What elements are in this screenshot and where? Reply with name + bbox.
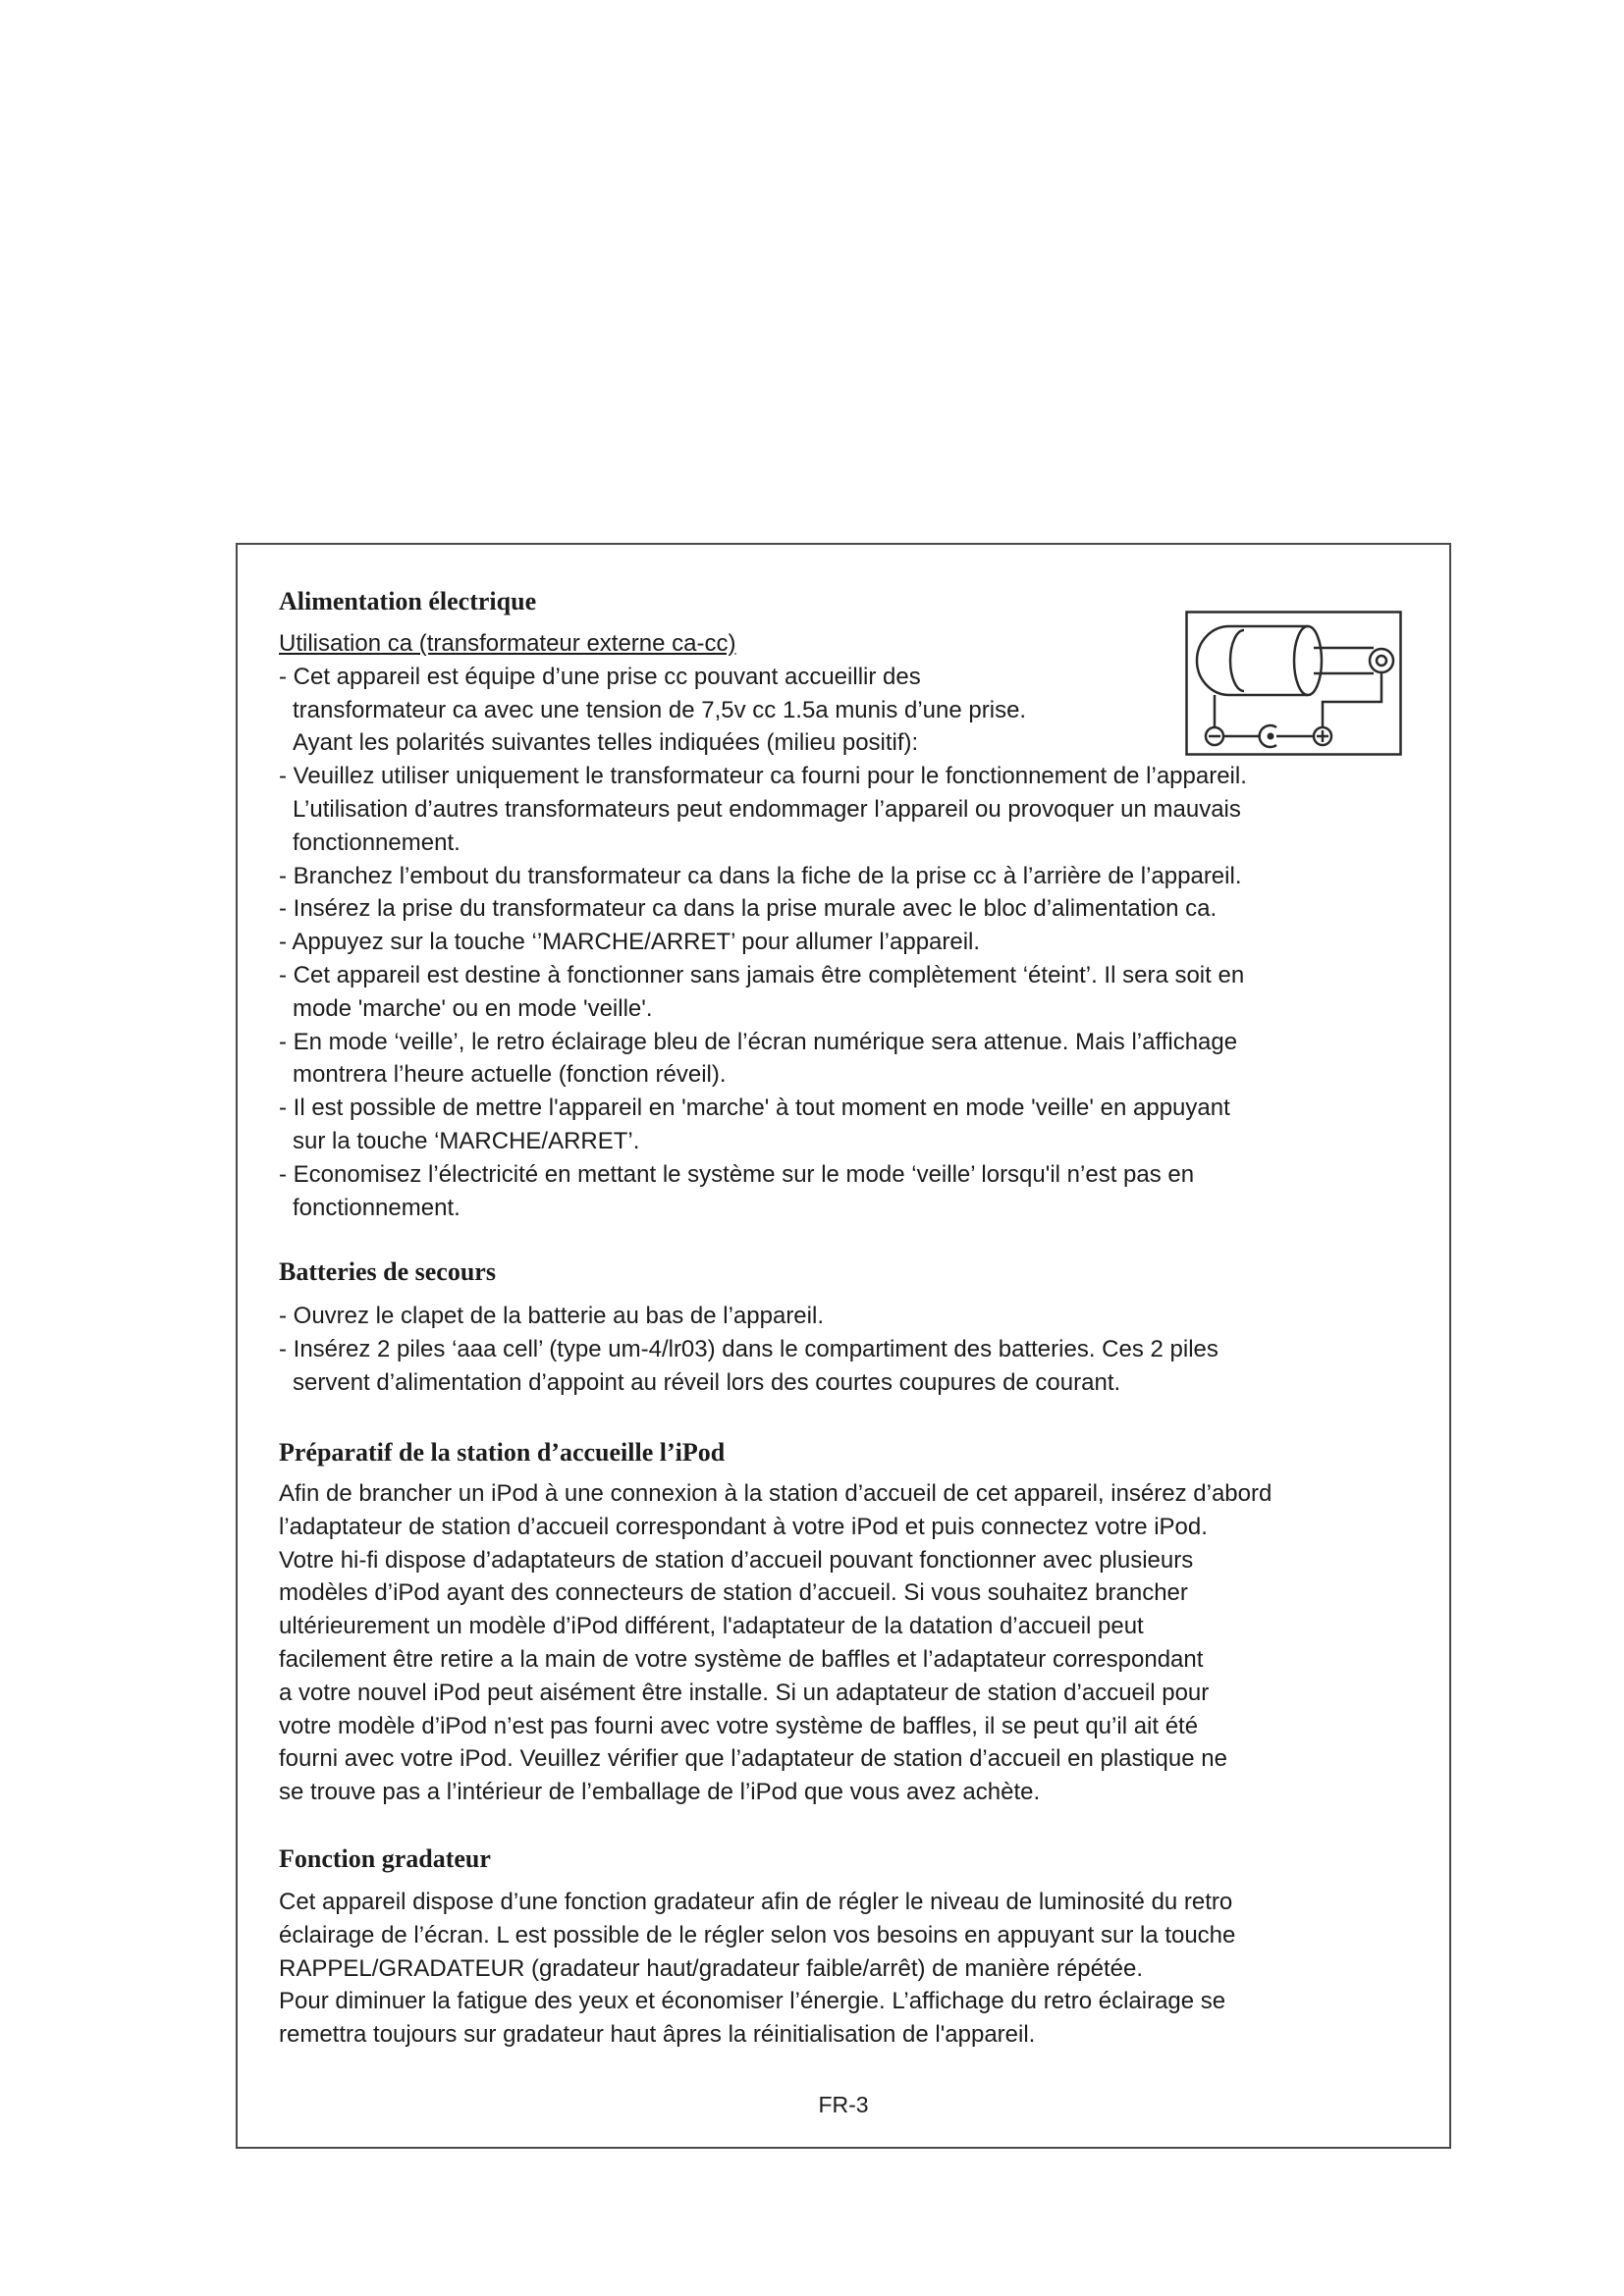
text-line: - Insérez la prise du transformateur ca dans la prise murale avec le bloc d’alimentation ca. xyxy=(279,895,1218,923)
text-line: remettra toujours sur gradateur haut âpres la réinitialisation de l'appareil. xyxy=(279,2021,1036,2049)
text-line: servent d’alimentation d’appoint au réveil lors des courtes coupures de courant. xyxy=(293,1368,1121,1396)
text-line: - Veuillez utiliser uniquement le transformateur ca fourni pour le fonctionnement de l’appareil. xyxy=(279,763,1247,790)
text-line: Ayant les polarités suivantes telles indiquées (milieu positif): xyxy=(293,729,919,757)
text-line: RAPPEL/GRADATEUR (gradateur haut/gradateur faible/arrêt) de manière répétée. xyxy=(279,1954,1143,1982)
text-line: - Cet appareil est destine à fonctionner sans jamais être complètement ‘éteint’. Il sera soit en xyxy=(279,961,1245,988)
text-line: - Ouvrez le clapet de la batterie au bas de l’appareil. xyxy=(279,1303,824,1329)
text-line: - Economisez l’électricité en mettant le système sur le mode ‘veille’ lorsqu'il n’est pas en xyxy=(279,1160,1195,1188)
text-line: - Appuyez sur la touche ‘’MARCHE/ARRET’ pour allumer l’appareil. xyxy=(279,929,981,956)
diagram-border xyxy=(1187,613,1401,755)
section-heading-backup-batteries: Batteries de secours xyxy=(279,1257,496,1286)
plus-sign xyxy=(1317,730,1328,742)
text-line: fonctionnement. xyxy=(293,828,460,856)
section-body-power xyxy=(279,627,1247,1224)
text-line: facilement être retire a la main de votre système de baffles et l’adaptateur correspondant xyxy=(279,1645,1204,1673)
text-line: montrera l’heure actuelle (fonction réveil). xyxy=(293,1061,727,1089)
text-line: l’adaptateur de station d’accueil correspondant à votre iPod et puis connectez votre iPod. xyxy=(279,1513,1208,1540)
section-body-dimmer xyxy=(279,1886,1235,2052)
center-dot xyxy=(1268,733,1274,740)
text-line: Pour diminuer la fatigue des yeux et économiser l’énergie. L’affichage du retro éclairage se xyxy=(279,1988,1226,2015)
text-line: - Cet appareil est équipe d’une prise cc pouvant accueillir des xyxy=(279,663,921,690)
text-line: Cet appareil dispose d’une fonction gradateur afin de régler le niveau de luminosité du retro xyxy=(279,1889,1233,1915)
text-line: fourni avec votre iPod. Veuillez vérifier que l’adaptateur de station d’accueil en plastique ne xyxy=(279,1745,1227,1773)
section-body-ipod-dock xyxy=(279,1477,1272,1809)
text-line: éclairage de l’écran. L est possible de le régler selon vos besoins en appuyant sur la touche xyxy=(279,1921,1236,1949)
plug-seam xyxy=(1230,630,1244,691)
plug-end xyxy=(1294,626,1322,695)
text-line: transformateur ca avec une tension de 7,5v cc 1.5a munis d’une prise. xyxy=(293,696,1027,723)
plug-body xyxy=(1197,626,1308,695)
page-number: FR-3 xyxy=(818,2092,869,2117)
plug-tip-inner xyxy=(1377,656,1386,666)
text-line: votre modèle d’iPod n’est pas fourni avec votre système de baffles, il se peut qu’il ait été xyxy=(279,1712,1199,1739)
text-line: - Insérez 2 piles ‘aaa cell’ (type um-4/lr03) dans le compartiment des batteries. Ces 2 piles xyxy=(279,1335,1218,1362)
text-line: Votre hi-fi dispose d’adaptateurs de station d’accueil pouvant fonctionner avec plusieurs xyxy=(279,1546,1194,1574)
text-line: se trouve pas a l’intérieur de l’emballage de l’iPod que vous avez achète. xyxy=(279,1779,1041,1806)
section-body-backup-batteries xyxy=(279,1300,1218,1399)
wire-positive xyxy=(1323,672,1381,727)
text-line: ultérieurement un modèle d’iPod différent, l'adaptateur de la datation d’accueil peut xyxy=(279,1613,1144,1640)
text-line: fonctionnement. xyxy=(293,1194,460,1221)
text-line: mode 'marche' ou en mode 'veille'. xyxy=(293,994,653,1022)
text-line: - En mode ‘veille’, le retro éclairage bleu de l’écran numérique sera attenue. Mais l’affichage xyxy=(279,1028,1238,1055)
plug-tip xyxy=(1370,649,1393,672)
text-line: L’utilisation d’autres transformateurs peut endommager l’appareil ou provoquer un mauvais xyxy=(293,795,1241,823)
text-line: Afin de brancher un iPod à une connexion à la station d’accueil de cet appareil, insérez d’abord xyxy=(279,1480,1272,1507)
text-line: - Il est possible de mettre l'appareil en 'marche' à tout moment en mode 'veille' en appuyant xyxy=(279,1095,1230,1122)
text-line: modèles d’iPod ayant des connecteurs de station d’accueil. Si vous souhaitez brancher xyxy=(279,1579,1188,1607)
text-line: - Branchez l’embout du transformateur ca dans la fiche de la prise cc à l’arrière de l’appareil. xyxy=(279,862,1242,889)
section-heading-ipod-dock: Préparatif de la station d’accueille l’iPod xyxy=(279,1438,726,1467)
section-heading-power: Alimentation électrique xyxy=(279,587,537,615)
section-heading-dimmer: Fonction gradateur xyxy=(279,1844,491,1873)
text-line: sur la touche ‘MARCHE/ARRET’. xyxy=(293,1127,640,1154)
text-line: a votre nouvel iPod peut aisément être installe. Si un adaptateur de station d’accueil pour xyxy=(279,1679,1210,1706)
dc-plug-polarity-icon xyxy=(1185,611,1402,756)
subheading-ac-usage: Utilisation ca (transformateur externe ca-cc) xyxy=(279,630,736,657)
